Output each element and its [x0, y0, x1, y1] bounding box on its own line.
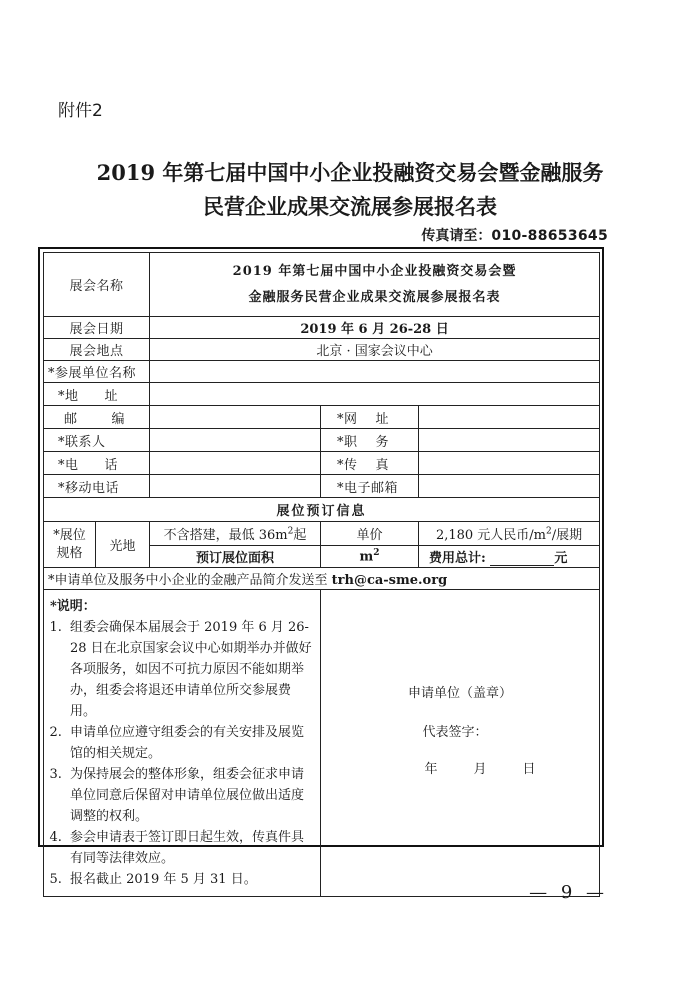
position-label: *职 务 [321, 429, 419, 452]
website-field[interactable] [419, 406, 600, 429]
email-note: *申请单位及服务中小企业的金融产品简介发送至 trh@ca-sme.org [44, 568, 600, 590]
unit-price-value: 2,180 元人民币$/m^2/$展期 [419, 522, 600, 546]
booth-min-area: 不含搭建，最低 $36m^2$起 [150, 522, 321, 546]
website-label: *网 址 [321, 406, 419, 429]
row-address [44, 383, 600, 406]
row-phone-fax [44, 452, 600, 475]
note-item: 1. 组委会确保本届展会于 2019 年 6 月 26-28 日在北京国家会议中心如期举办并做好各项服务，如因不可抗力原因不能如期举办，组委会将退还申请单位所交参展费用。 [66, 617, 314, 722]
page-number: — 9 — [529, 882, 608, 903]
fax-field[interactable] [419, 452, 600, 475]
email-label: *电子邮箱 [321, 475, 419, 498]
signature-section[interactable] [321, 590, 600, 897]
annex-label: 附件2 [58, 101, 103, 121]
organization-field[interactable] [150, 361, 600, 383]
total-cost-blank[interactable] [490, 551, 554, 566]
signature-date: 年 月 日 [424, 762, 536, 777]
document-title-line1: 2019 年第七届中国中小企业投融资交易会暨金融服务 [96, 160, 604, 185]
booth-area-unit[interactable]: $m^2$ [321, 546, 419, 568]
booth-spec-label: *展位 规格 [44, 522, 96, 568]
row-contact-position [44, 429, 600, 452]
phone-label: *电 话 [44, 452, 150, 475]
exhibition-name-line2: 金融服务民营企业成果交流展参展报名表 [248, 289, 501, 305]
fax-field-label: *传 真 [321, 452, 419, 475]
row-postcode-website [44, 406, 600, 429]
booth-section-heading: 展位预订信息 [44, 498, 600, 522]
representative-signature-label: 代表签字： [422, 725, 488, 740]
registration-form-frame [38, 247, 604, 887]
row-email-note [44, 568, 600, 590]
venue-value: 北京 · 国家会议中心 [150, 339, 600, 361]
notes-list [50, 617, 314, 890]
row-mobile-email [44, 475, 600, 498]
notes-title: *说明： [50, 599, 96, 614]
mobile-label: *移动电话 [44, 475, 150, 498]
postcode-field[interactable] [150, 406, 321, 429]
fax-number: 010-88653645 [491, 228, 608, 244]
exhibition-name-value [150, 253, 600, 317]
note-item: 5. 报名截止 2019 年 5 月 31 日。 [66, 869, 314, 890]
position-field[interactable] [419, 429, 600, 452]
organization-label: *参展单位名称 [44, 361, 150, 383]
notes-section [44, 590, 321, 897]
row-booth-spec-1 [44, 522, 600, 546]
row-notes-signature [44, 590, 600, 897]
date-label: 展会日期 [44, 317, 150, 339]
fax-label: 传真请至： [421, 228, 492, 244]
mobile-field[interactable] [150, 475, 321, 498]
address-label: *地 址 [44, 383, 150, 406]
address-field[interactable] [150, 383, 600, 406]
fax-line [421, 225, 608, 245]
date-value: 2019 年 6 月 26-28 日 [150, 317, 600, 339]
venue-label: 展会地点 [44, 339, 150, 361]
note-item: 3. 为保持展会的整体形象，组委会征求申请单位同意后保留对申请单位展位做出适度调整的权利。 [66, 764, 314, 827]
phone-field[interactable] [150, 452, 321, 475]
email-field[interactable] [419, 475, 600, 498]
applicant-seal-label: 申请单位（盖章） [408, 686, 513, 701]
registration-form [43, 252, 600, 897]
contact-label: *联系人 [44, 429, 150, 452]
booth-type: 光地 [96, 522, 150, 568]
contact-field[interactable] [150, 429, 321, 452]
note-item: 2. 申请单位应遵守组委会的有关安排及展览馆的相关规定。 [66, 722, 314, 764]
row-booth-section [44, 498, 600, 522]
exhibition-name-label: 展会名称 [44, 253, 150, 317]
booth-area-label: 预订展位面积 [150, 546, 321, 568]
unit-price-label: 单价 [321, 522, 419, 546]
note-item: 4. 参会申请表于签订即日起生效，传真件具有同等法律效应。 [66, 827, 314, 869]
row-venue [44, 339, 600, 361]
document-title-line2: 民营企业成果交流展参展报名表 [203, 194, 497, 219]
postcode-label: 邮 编 [44, 406, 150, 429]
row-exhibition-name [44, 253, 600, 317]
row-organization [44, 361, 600, 383]
exhibition-name-line1: 2019 年第七届中国中小企业投融资交易会暨 [232, 263, 517, 279]
total-cost[interactable]: 费用总计: 元 [419, 546, 600, 568]
row-date [44, 317, 600, 339]
submission-email: trh@ca-sme.org [331, 573, 448, 588]
